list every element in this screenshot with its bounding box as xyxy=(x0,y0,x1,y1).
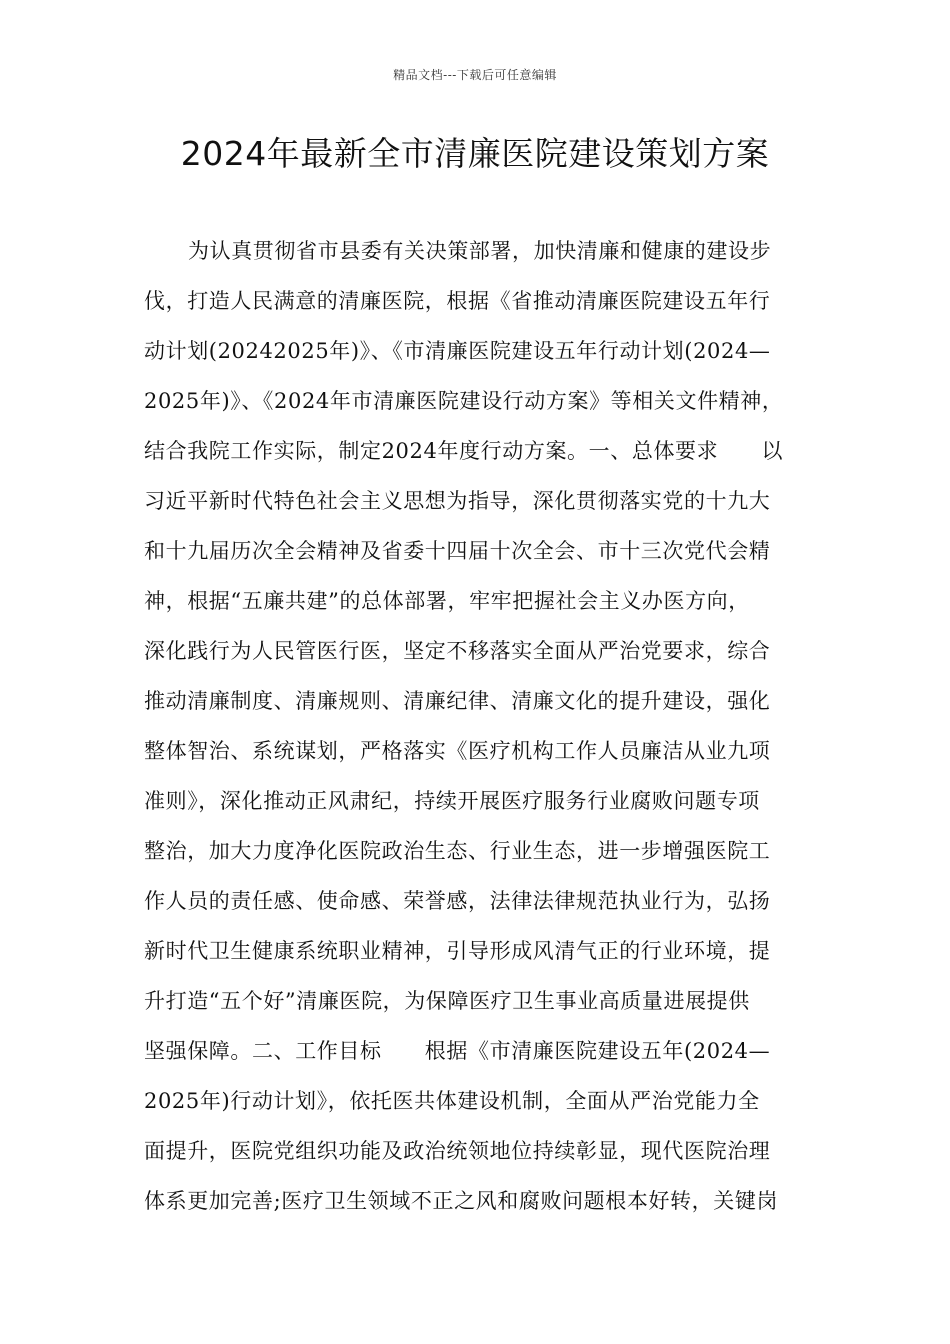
paragraph-line: 体系更加完善;医疗卫生领域不正之风和腐败问题根本好转，关键岗 xyxy=(144,1189,779,1213)
paragraph-line: 整治，加大力度净化医院政治生态、行业生态，进一步增强医院工 xyxy=(144,839,771,863)
paragraph-line: 坚强保障。二、工作目标 根据《市清廉医院建设五年(2024— xyxy=(144,1039,771,1063)
paragraph-line: 作人员的责任感、使命感、荣誉感，法律法律规范执业行为，弘扬 xyxy=(144,889,771,913)
paragraph-line: 神，根据“五廉共建”的总体部署，牢牢把握社会主义办医方向， xyxy=(144,589,750,613)
paragraph-line: 伐，打造人民满意的清廉医院，根据《省推动清廉医院建设五年行 xyxy=(144,289,771,313)
paragraph-line: 深化践行为人民管医行医，坚定不移落实全面从严治党要求，综合 xyxy=(144,639,771,663)
document-title: 2024年最新全市清廉医院建设策划方案 xyxy=(180,134,770,173)
paragraph-line: 2025年)行动计划》，依托医共体建设机制，全面从严治党能力全 xyxy=(144,1089,760,1113)
paragraph-line: 新时代卫生健康系统职业精神，引导形成风清气正的行业环境，提 xyxy=(144,939,771,963)
body-paragraph xyxy=(144,226,808,1226)
paragraph-line: 动计划(20242025年)》、《市清廉医院建设五年行动计划(2024— xyxy=(144,339,771,363)
paragraph-line: 面提升，医院党组织功能及政治统领地位持续彰显，现代医院治理 xyxy=(144,1139,771,1163)
paragraph-line: 和十九届历次全会精神及省委十四届十次全会、市十三次党代会精 xyxy=(144,539,771,563)
paragraph-line: 整体智治、系统谋划，严格落实《医疗机构工作人员廉洁从业九项 xyxy=(144,739,771,763)
paragraph-line: 升打造“五个好”清廉医院，为保障医疗卫生事业高质量进展提供 xyxy=(144,989,750,1013)
paragraph-line: 结合我院工作实际，制定2024年度行动方案。一、总体要求 以 xyxy=(144,439,784,463)
paragraph-line: 推动清廉制度、清廉规则、清廉纪律、清廉文化的提升建设，强化 xyxy=(144,689,771,713)
paragraph-line: 2025年)》、《2024年市清廉医院建设行动方案》等相关文件精神， xyxy=(144,389,784,413)
header-note: 精品文档---下载后可任意编辑 xyxy=(393,68,557,82)
paragraph-line: 准则》，深化推动正风肃纪，持续开展医疗服务行业腐败问题专项 xyxy=(144,789,760,813)
paragraph-line: 为认真贯彻省市县委有关决策部署，加快清廉和健康的建设步 xyxy=(188,239,772,263)
paragraph-line: 习近平新时代特色社会主义思想为指导，深化贯彻落实党的十九大 xyxy=(144,489,771,513)
